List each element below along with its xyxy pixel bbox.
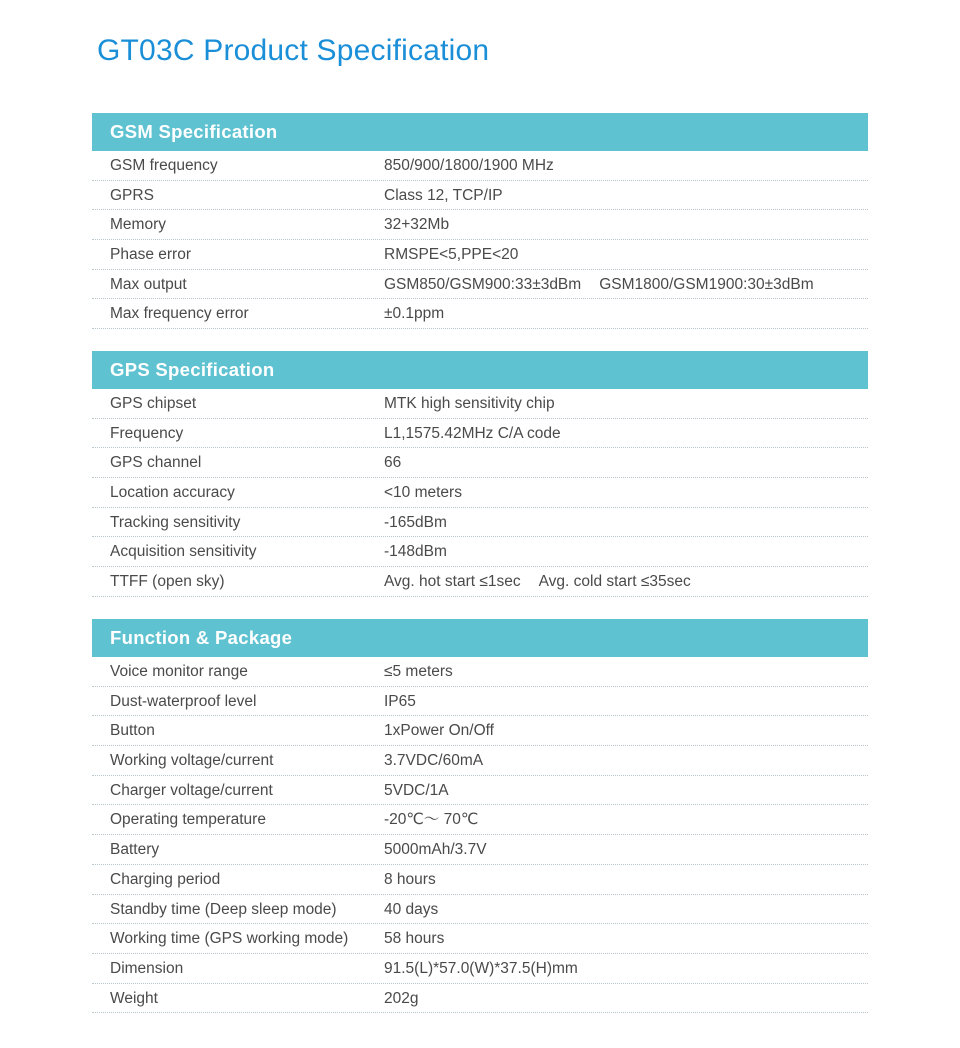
spec-label: GPRS bbox=[110, 186, 154, 204]
spec-label: TTFF (open sky) bbox=[110, 573, 225, 591]
spec-label: Location accuracy bbox=[110, 484, 235, 502]
spec-row bbox=[92, 687, 868, 717]
spec-row bbox=[92, 478, 868, 508]
spec-row bbox=[92, 448, 868, 478]
spec-row bbox=[92, 508, 868, 538]
spec-value bbox=[384, 270, 814, 300]
spec-value-text: 91.5(L)*57.0(W)*37.5(H)mm bbox=[384, 959, 578, 977]
spec-value bbox=[384, 448, 401, 478]
spec-value bbox=[384, 984, 418, 1014]
spec-value-text: 40 days bbox=[384, 900, 439, 918]
spec-label: Battery bbox=[110, 841, 160, 859]
spec-value-text: GSM850/GSM900:33±3dBm bbox=[384, 275, 582, 293]
spec-value-text: ≤5 meters bbox=[384, 663, 453, 680]
spec-value bbox=[384, 389, 555, 419]
spec-value-text: 202g bbox=[384, 989, 419, 1007]
spec-value bbox=[384, 835, 487, 865]
spec-value bbox=[384, 716, 494, 746]
spec-value-text: 3.7VDC/60mA bbox=[384, 752, 484, 770]
spec-label: Operating temperature bbox=[110, 811, 266, 829]
spec-value bbox=[384, 567, 691, 597]
spec-row bbox=[92, 895, 868, 925]
spec-value bbox=[384, 508, 447, 538]
spec-value-secondary: GSM1800/GSM1900:30±3dBm bbox=[599, 275, 814, 293]
spec-label: Max output bbox=[110, 275, 187, 293]
spec-row bbox=[92, 181, 868, 211]
spec-value-text: ±0.1ppm bbox=[384, 305, 445, 323]
spec-value bbox=[384, 865, 436, 895]
spec-list bbox=[92, 151, 868, 329]
spec-row bbox=[92, 151, 868, 181]
spec-row bbox=[92, 716, 868, 746]
spec-value-text: -148dBm bbox=[384, 543, 447, 561]
section-gsm bbox=[92, 113, 868, 329]
spec-value bbox=[384, 478, 462, 508]
spec-row bbox=[92, 924, 868, 954]
spec-label: Phase error bbox=[110, 246, 191, 264]
spec-label: Voice monitor range bbox=[110, 663, 248, 680]
spec-value bbox=[384, 151, 554, 181]
spec-row bbox=[92, 805, 868, 835]
spec-value-text: 8 hours bbox=[384, 870, 436, 888]
spec-label: Charging period bbox=[110, 870, 221, 888]
spec-row bbox=[92, 657, 868, 687]
spec-list bbox=[92, 657, 868, 1013]
spec-row bbox=[92, 419, 868, 449]
spec-value bbox=[384, 746, 483, 776]
spec-value bbox=[384, 299, 444, 329]
spec-row bbox=[92, 240, 868, 270]
spec-value bbox=[384, 210, 449, 240]
spec-label: Dimension bbox=[110, 959, 184, 977]
spec-label: Frequency bbox=[110, 424, 184, 442]
spec-value bbox=[384, 805, 478, 835]
spec-value-text: -20℃～ 70℃ bbox=[384, 811, 479, 829]
spec-label: Dust-waterproof level bbox=[110, 692, 257, 710]
spec-label: Charger voltage/current bbox=[110, 781, 273, 799]
spec-value-text: -165dBm bbox=[384, 513, 447, 531]
spec-value-text: 5VDC/1A bbox=[384, 781, 449, 799]
spec-value bbox=[384, 776, 449, 806]
spec-label: Acquisition sensitivity bbox=[110, 543, 257, 561]
spec-value bbox=[384, 924, 444, 954]
section-gps bbox=[92, 351, 868, 597]
spec-label: GSM frequency bbox=[110, 157, 218, 174]
spec-value-text: 850/900/1800/1900 MHz bbox=[384, 157, 554, 174]
spec-row bbox=[92, 865, 868, 895]
spec-value-text: 66 bbox=[384, 454, 402, 472]
spec-label: GPS chipset bbox=[110, 395, 197, 412]
spec-value bbox=[384, 181, 503, 211]
spec-label: Memory bbox=[110, 216, 166, 234]
section-heading: GPS Specification bbox=[92, 351, 868, 389]
spec-value-text: 5000mAh/3.7V bbox=[384, 841, 487, 859]
spec-label: Tracking sensitivity bbox=[110, 513, 241, 531]
spec-list bbox=[92, 389, 868, 597]
spec-label: Standby time (Deep sleep mode) bbox=[110, 900, 337, 918]
spec-label: Working voltage/current bbox=[110, 752, 274, 770]
spec-value bbox=[384, 240, 518, 270]
spec-value bbox=[384, 657, 453, 687]
spec-value-text: Avg. hot start ≤1sec bbox=[384, 573, 521, 591]
spec-label: GPS channel bbox=[110, 454, 202, 472]
spec-row bbox=[92, 537, 868, 567]
spec-value-text: 32+32Mb bbox=[384, 216, 450, 234]
spec-value-text: L1,1575.42MHz C/A code bbox=[384, 424, 561, 442]
spec-value bbox=[384, 687, 416, 717]
spec-value-secondary: Avg. cold start ≤35sec bbox=[538, 573, 691, 591]
spec-value-text: MTK high sensitivity chip bbox=[384, 395, 555, 412]
spec-value-text: 1xPower On/Off bbox=[384, 722, 494, 740]
section-heading: GSM Specification bbox=[92, 113, 868, 151]
spec-row bbox=[92, 835, 868, 865]
spec-value-text: Class 12, TCP/IP bbox=[384, 186, 503, 204]
spec-value bbox=[384, 419, 561, 449]
spec-row bbox=[92, 270, 868, 300]
spec-row bbox=[92, 210, 868, 240]
spec-row bbox=[92, 299, 868, 329]
spec-value-text: <10 meters bbox=[384, 484, 462, 502]
spec-value bbox=[384, 895, 438, 925]
spec-label: Max frequency error bbox=[110, 305, 249, 323]
spec-value-text: IP65 bbox=[384, 692, 416, 710]
spec-row bbox=[92, 567, 868, 597]
spec-value-text: 58 hours bbox=[384, 930, 445, 948]
section-heading: Function & Package bbox=[92, 619, 868, 657]
spec-row bbox=[92, 776, 868, 806]
spec-row bbox=[92, 389, 868, 419]
spec-row bbox=[92, 954, 868, 984]
spec-value-text: RMSPE<5,PPE<20 bbox=[384, 246, 519, 264]
spec-row bbox=[92, 984, 868, 1014]
spec-value bbox=[384, 537, 447, 567]
page-title: GT03C Product Specification bbox=[97, 34, 490, 67]
spec-label: Weight bbox=[110, 989, 158, 1007]
spec-value bbox=[384, 954, 578, 984]
spec-row bbox=[92, 746, 868, 776]
spec-label: Working time (GPS working mode) bbox=[110, 930, 349, 948]
section-function-package bbox=[92, 619, 868, 1013]
spec-label: Button bbox=[110, 722, 155, 740]
